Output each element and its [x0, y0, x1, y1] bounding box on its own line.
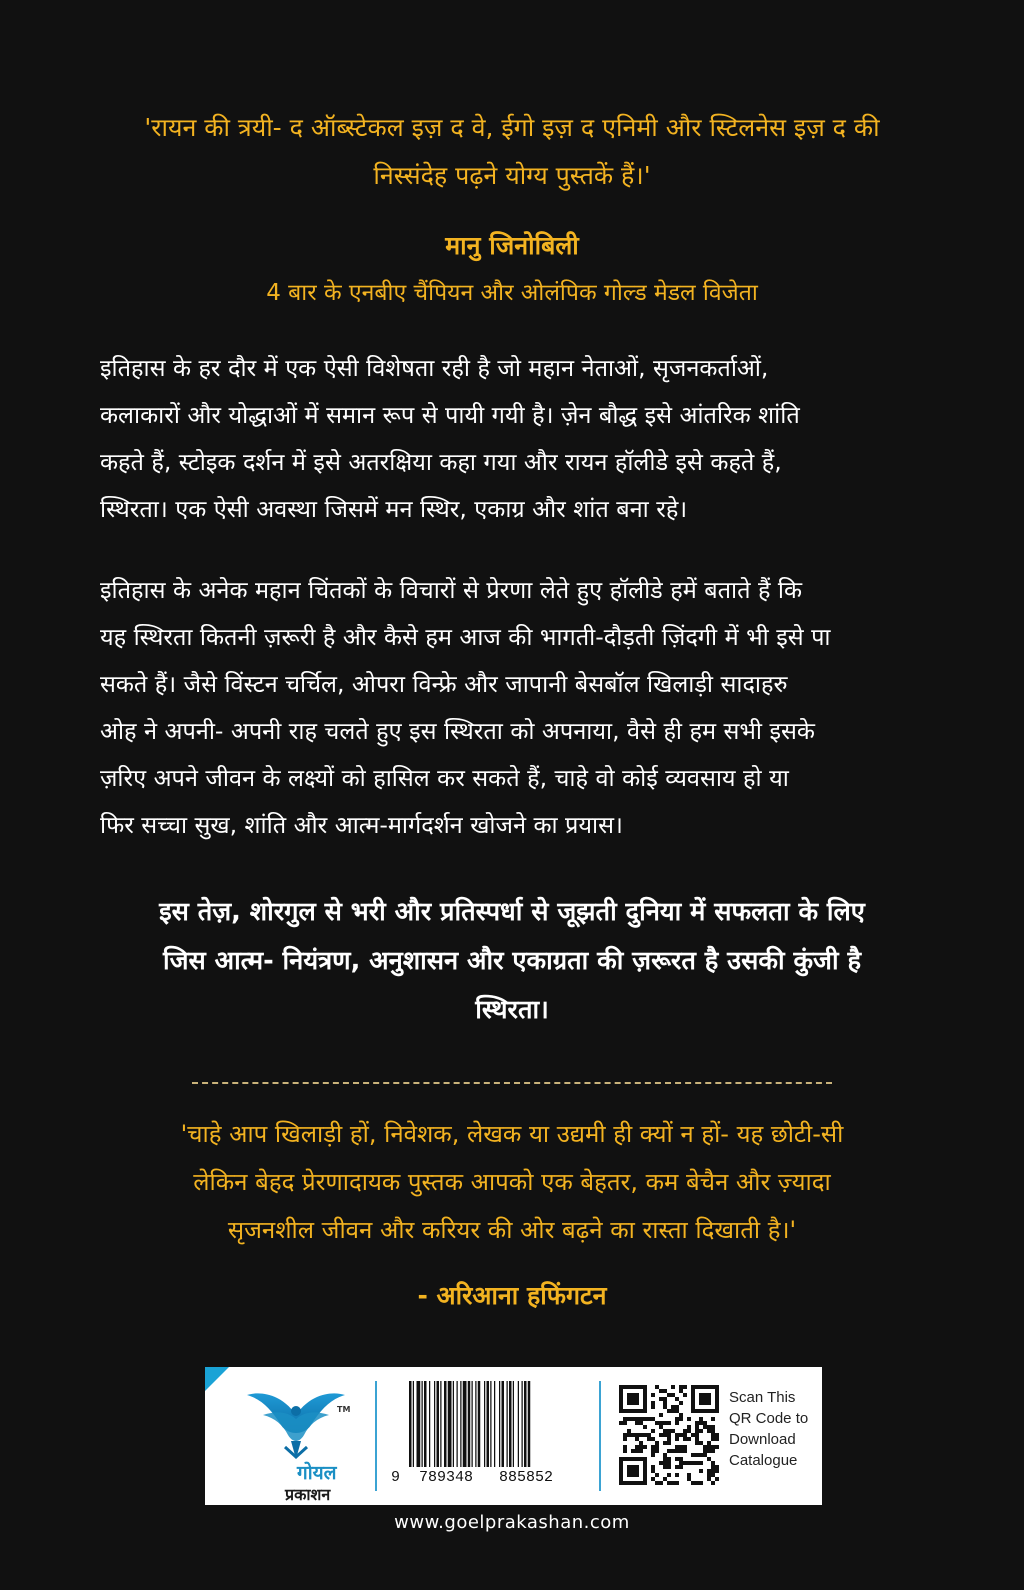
- paragraph-line: कहते हैं, स्टोइक दर्शन में इसे अतरक्षिया कहा गया और रायन हॉलीडे इसे कहते हैं,: [100, 448, 782, 476]
- top-quote-line: निस्संदेह पढ़ने योग्य पुस्तकें हैं।': [373, 161, 651, 190]
- publisher-logo: [223, 1385, 373, 1504]
- paragraph-line: फिर सच्चा सुख, शांति और आत्म-मार्गदर्शन खोजने का प्रयास।: [100, 811, 623, 839]
- bottom-quote-line: 'चाहे आप खिलाड़ी हों, निवेशक, लेखक या उद्यमी ही क्यों न हों- यह छोटी-सी: [180, 1120, 844, 1148]
- paragraph-line: इतिहास के अनेक महान चिंतकों के विचारों से प्रेरणा लेते हुए हॉलीडे हमें बताते हैं कि: [100, 576, 803, 604]
- isbn-barcode: [405, 1381, 585, 1467]
- isbn-group-2: 885852: [499, 1469, 554, 1486]
- top-quote: [0, 104, 1024, 200]
- qr-caption-line: Scan This: [729, 1389, 796, 1406]
- highlight-line: इस तेज़, शोरगुल से भरी और प्रतिस्पर्धा से जूझती दुनिया में सफलता के लिए: [159, 897, 865, 927]
- paragraph-line: ओह ने अपनी- अपनी राह चलते हुए इस स्थिरता को अपनाया, वैसे ही हम सभी इसके: [100, 717, 815, 745]
- qr-caption-line: Catalogue: [729, 1452, 798, 1469]
- paragraph-line: ज़रिए अपने जीवन के लक्ष्यों को हासिल कर सकते हैं, चाहे वो कोई व्यवसाय हो या: [100, 764, 789, 792]
- publisher-website-link[interactable]: www.goelprakashan.com: [394, 1512, 630, 1533]
- publisher-name-line2: प्रकाशन: [285, 1485, 331, 1504]
- paragraph-line: कलाकारों और योद्धाओं में समान रूप से पायी गयी है। ज़ेन बौद्ध इसे आंतरिक शांति: [100, 401, 800, 429]
- bottom-quote-line: सृजनशील जीवन और करियर की ओर बढ़ने का रास्ता दिखाती है।': [227, 1216, 797, 1244]
- dashed-divider: [192, 1082, 832, 1084]
- winged-bird-icon: [241, 1385, 351, 1465]
- box-divider: [375, 1381, 377, 1491]
- qr-caption: [729, 1387, 821, 1471]
- paragraph-line: यह स्थिरता कितनी ज़रूरी है और कैसे हम आज की भागती-दौड़ती ज़िंदगी में भी इसे पा: [100, 623, 831, 651]
- qr-caption-line: Download: [729, 1431, 796, 1448]
- top-quote-author-description: 4 बार के एनबीए चैंपियन और ओलंपिक गोल्ड मेडल विजेता: [266, 280, 758, 306]
- isbn-group-1: 789348: [419, 1469, 474, 1486]
- publisher-name-line1: गोयल: [297, 1462, 337, 1484]
- bottom-quote-author: - अरिआना हफिंगटन: [417, 1281, 607, 1310]
- box-divider: [599, 1381, 601, 1491]
- paragraph-line: सकते हैं। जैसे विंस्टन चर्चिल, ओपरा विन्फ्रे और जापानी बेसबॉल खिलाड़ी सादाहरु: [100, 670, 788, 698]
- qr-code[interactable]: [617, 1383, 721, 1487]
- qr-caption-line: QR Code to: [729, 1410, 809, 1427]
- highlight-line: स्थिरता।: [475, 995, 549, 1025]
- publisher-info-box: [205, 1367, 822, 1505]
- highlight-statement: [0, 888, 1024, 1035]
- description-paragraph-1: [100, 345, 932, 533]
- trademark-label: TM: [337, 1405, 351, 1414]
- highlight-line: जिस आत्म- नियंत्रण, अनुशासन और एकाग्रता की ज़रूरत है उसकी कुंजी है: [162, 946, 861, 976]
- description-paragraph-2: [100, 567, 932, 849]
- paragraph-line: इतिहास के हर दौर में एक ऐसी विशेषता रही है जो महान नेताओं, सृजनकर्ताओं,: [100, 354, 769, 382]
- bottom-quote: [0, 1110, 1024, 1254]
- top-quote-author: मानु जिनोबिली: [445, 231, 579, 260]
- isbn-prefix: 9: [391, 1469, 401, 1486]
- top-quote-line: 'रायन की त्रयी- द ऑब्स्टेकल इज़ द वे, ईगो इज़ द एनिमी और स्टिलनेस इज़ द की: [144, 113, 880, 142]
- bottom-quote-line: लेकिन बेहद प्रेरणादायक पुस्तक आपको एक बेहतर, कम बेचैन और ज़्यादा: [193, 1168, 831, 1196]
- paragraph-line: स्थिरता। एक ऐसी अवस्था जिसमें मन स्थिर, एकाग्र और शांत बना रहे।: [100, 495, 688, 523]
